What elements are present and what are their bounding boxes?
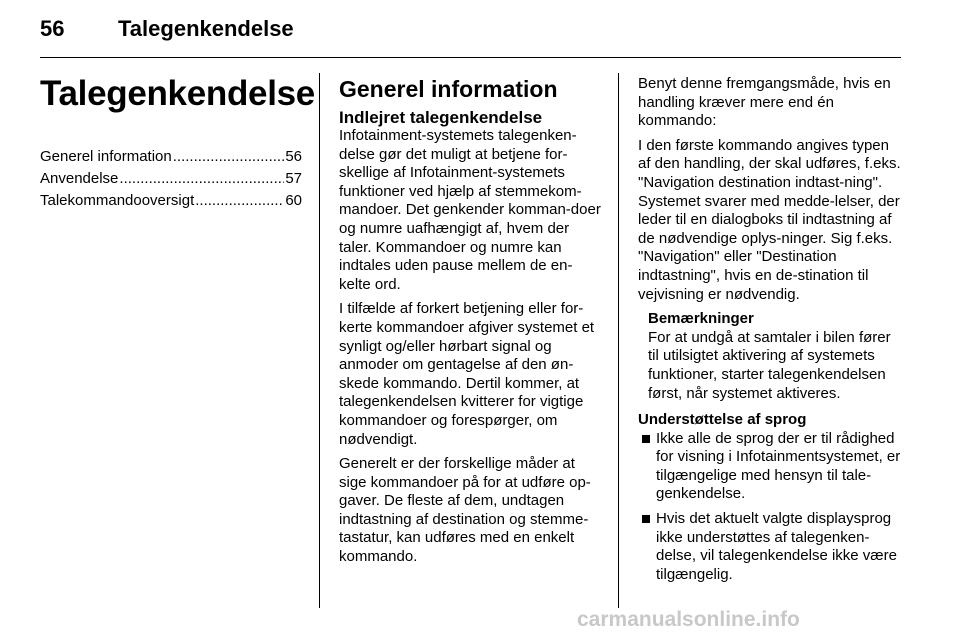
- bullet-square-icon: [642, 515, 650, 523]
- chapter-title: Talegenkendelse: [40, 74, 315, 113]
- note-title: Bemærkninger: [648, 310, 754, 328]
- right-column: [638, 75, 902, 590]
- toc-entry[interactable]: [40, 148, 302, 170]
- middle-column: [339, 75, 603, 573]
- list-item-text: Hvis det aktuelt valgte displaysprog ikke understøttes af talegenken-delse, vil talegenkendelse ikke være tilgængelig.: [656, 510, 897, 583]
- column-divider: [319, 73, 320, 608]
- language-bullets: [638, 430, 902, 585]
- toc-entry-label: Talekommandooversigt: [40, 192, 195, 209]
- body-paragraph: I den første kommando angives typen af den handling, der skal udføres, f.eks. "Navigation destination indtast-ning". Systemet svarer med medde-lelser, der leder til en dialogboks til indtastning af de nødvendige oplys-ninger. Sig f.eks. "Navigation" eller "Destination indtastning", hvis en de-stination til vejvisning er nødvendig.: [638, 136, 901, 303]
- toc-entry-page: 57: [285, 170, 302, 187]
- note-box: [648, 310, 902, 403]
- running-title: Talegenkendelse: [118, 16, 294, 41]
- note-text: For at undgå at samtaler i bilen fører til utilsigtet aktivering af systemets funktioner, starter talegenkendelsen først, når systemet aktiveres.: [648, 328, 891, 402]
- toc-entry-page: 60: [285, 192, 302, 209]
- left-column: [40, 70, 315, 214]
- bullet-square-icon: [642, 435, 650, 443]
- page-number: 56: [40, 16, 65, 41]
- body-paragraph: Benyt denne fremgangsmåde, hvis en handling kræver mere end én kommando:: [638, 75, 891, 130]
- page-header: [0, 0, 960, 60]
- list-item: [638, 510, 902, 584]
- table-of-contents: [40, 148, 302, 214]
- toc-entry[interactable]: [40, 192, 302, 214]
- body-paragraph: Generelt er der forskellige måder at sige kommandoer på for at udføre op-gaver. De fleste af dem, undtagen indtastning af destination og stemme-tastatur, kan udføres med en enkelt kommando.: [339, 455, 591, 566]
- list-item-text: Ikke alle de sprog der er til rådighed for visning i Infotainmentsystemet, er tilgængelige med hensyn til tale-genkendelse.: [656, 429, 901, 503]
- column-divider: [618, 73, 619, 608]
- toc-leader-dots: [173, 148, 285, 167]
- toc-leader-dots: [119, 170, 284, 189]
- languages-title: Understøttelse af sprog: [638, 411, 807, 429]
- toc-leader-dots: [195, 192, 284, 211]
- section-title: Generel information: [339, 76, 558, 102]
- header-rule: [40, 57, 901, 58]
- toc-entry-label: Anvendelse: [40, 170, 119, 187]
- body-paragraph: Infotainment-systemets talegenken-delse gør det muligt at betjene for-skellige af Infotainment-systemets funktioner ved hjælp af stemmekom-mandoer. Det genkender komman-doer og numre uafhængigt af, hvem der taler. Kommandoer og numre kan indtales uden pause mellem de en-kelte ord.: [339, 127, 601, 293]
- toc-entry[interactable]: [40, 170, 302, 192]
- watermark: carmanualsonline.info: [577, 608, 800, 631]
- body-paragraph: I tilfælde af forkert betjening eller for-kerte kommandoer afgiver systemet et synligt og/eller hørbart signal og anmoder om gentagelse af den øn-skede kommando. Dertil kommer, at talegenkendelsen kvitterer for vigtige kommandoer og forespørger, om nødvendigt.: [339, 300, 595, 448]
- list-item: [638, 430, 902, 504]
- subsection-title: Indlejret talegenkendelse: [339, 108, 543, 127]
- toc-entry-label: Generel information: [40, 148, 172, 165]
- toc-entry-page: 56: [285, 148, 302, 165]
